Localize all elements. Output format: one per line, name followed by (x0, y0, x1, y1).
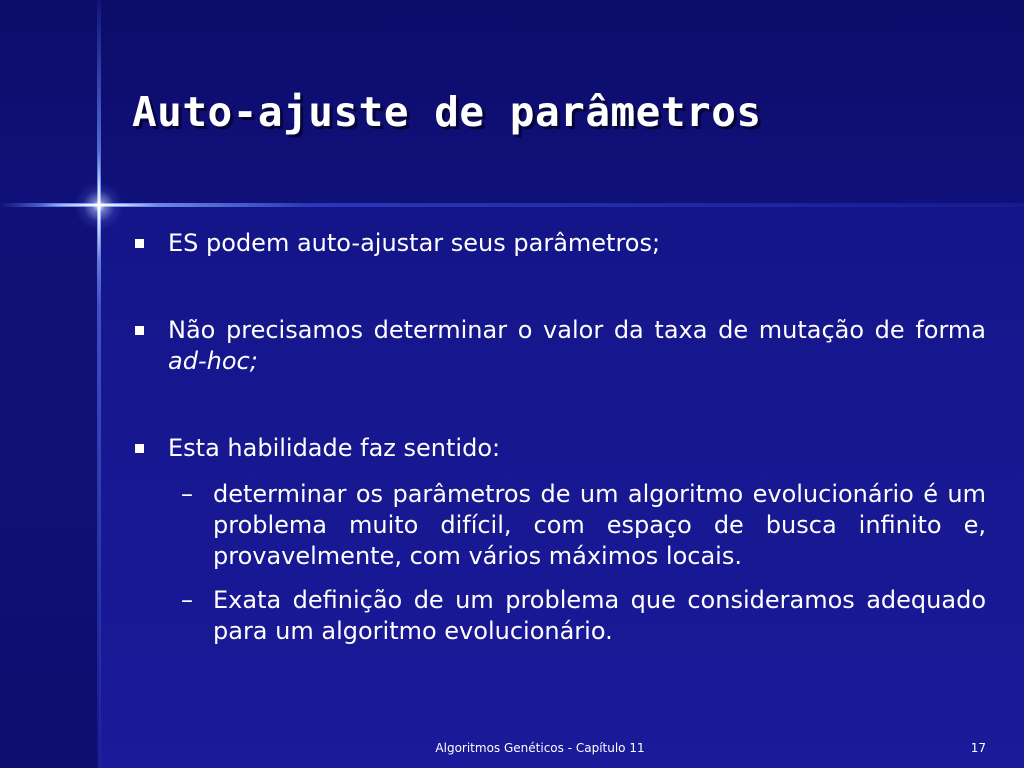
sub-bullet-item (132, 479, 986, 572)
page-number: 17 (970, 741, 986, 755)
sub-bullet-item (132, 585, 986, 647)
square-bullet-icon (135, 326, 144, 335)
square-bullet-icon (135, 444, 144, 453)
vertical-accent-line (97, 0, 101, 768)
bullet-text: Esta habilidade faz sentido: (168, 434, 501, 462)
dash-marker: – (181, 586, 193, 614)
dash-marker: – (181, 480, 193, 508)
slide-title: Auto-ajuste de parâmetros (132, 88, 762, 136)
bullet-item (132, 433, 986, 464)
bullet-item (132, 228, 986, 259)
sub-bullet-text: determinar os parâmetros de um algoritmo evolucionário é um problema muito difícil, com espaço de busca infinito e, provavelmente, com vários máximos locais. (213, 480, 986, 570)
bullet-text: Não precisamos determinar o valor da taxa de mutação de forma (168, 316, 986, 344)
footer-caption: Algoritmos Genéticos - Capítulo 11 (435, 741, 645, 755)
sub-bullet-text: Exata definição de um problema que consideramos adequado para um algoritmo evolucionário. (213, 586, 986, 645)
square-bullet-icon (135, 239, 144, 248)
bullet-emphasis: ad-hoc; (168, 347, 258, 375)
slide-content (132, 228, 986, 647)
bullet-item (132, 315, 986, 377)
left-strip (0, 205, 99, 768)
sparkle-vertical (98, 150, 100, 260)
bullet-text: ES podem auto-ajustar seus parâmetros; (168, 229, 661, 257)
